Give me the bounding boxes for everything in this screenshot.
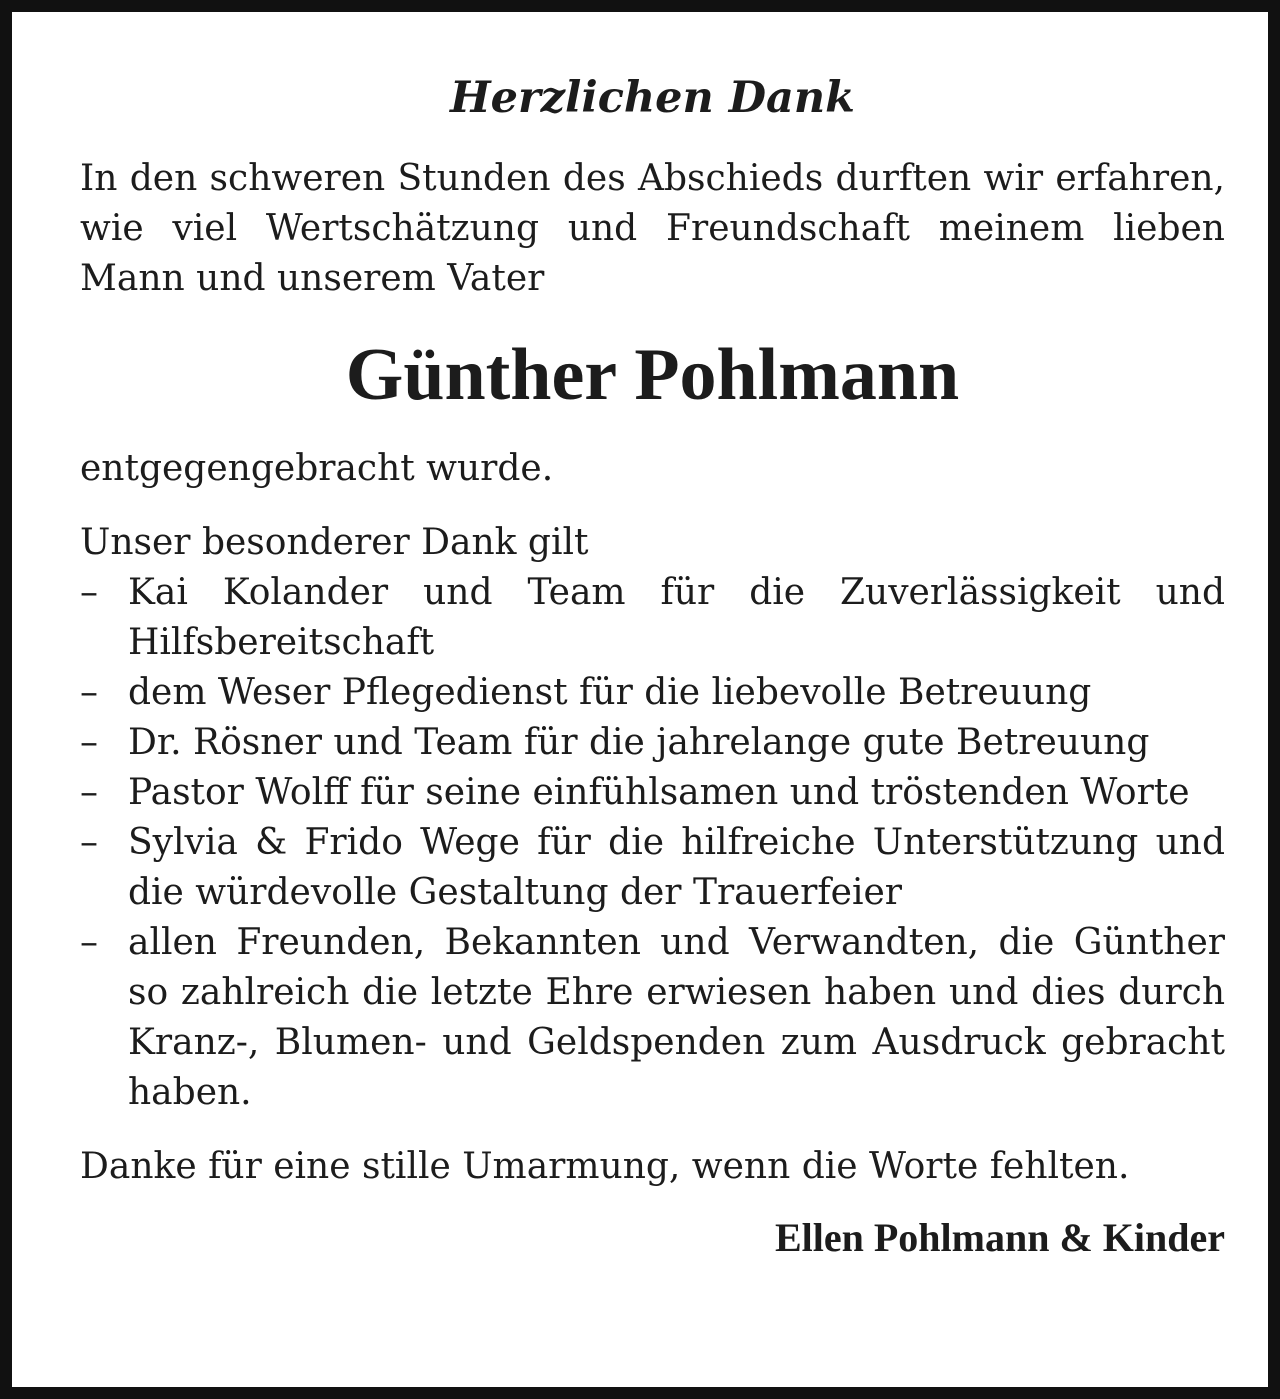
dash-bullet: –	[80, 922, 98, 963]
list-item-text: Kai Kolander und Team für die Zuverlässigkeit und Hilfsbereitschaft	[128, 572, 1225, 663]
notice-heading: Herzlichen Dank	[450, 73, 855, 123]
list-item-text: Sylvia & Frido Wege für die hilfreiche Unterstützung und die würdevolle Gestaltung der Trauerfeier	[128, 822, 1225, 913]
list-item-text: allen Freunden, Bekannten und Verwandten, die Günther so zahlreich die letzte Ehre erwiesen haben und dies durch Kranz-, Blumen- und Geldspenden zum Ausdruck gebracht haben.	[128, 922, 1225, 1113]
after-name-text: entgegengebracht wurde.	[80, 448, 554, 489]
list-item-text: Pastor Wolff für seine einfühlsamen und tröstenden Worte	[128, 772, 1190, 813]
thanks-list	[80, 568, 1225, 1118]
dash-bullet: –	[80, 672, 98, 713]
dash-bullet: –	[80, 572, 98, 613]
list-item	[80, 718, 1225, 768]
list-item	[80, 768, 1225, 818]
deceased-name: Günther Pohlmann	[345, 334, 960, 416]
closing-line: Danke für eine stille Umarmung, wenn die Worte fehlten.	[80, 1146, 1130, 1187]
notice-content	[80, 70, 1225, 1264]
list-item-text: dem Weser Pflegedienst für die liebevolle Betreuung	[128, 672, 1092, 713]
list-item	[80, 918, 1225, 1118]
dash-bullet: –	[80, 822, 98, 863]
list-item	[80, 568, 1225, 668]
list-item	[80, 668, 1225, 718]
list-item	[80, 818, 1225, 918]
list-item-text: Dr. Rösner und Team für die jahrelange gute Betreuung	[128, 722, 1150, 763]
dash-bullet: –	[80, 772, 98, 813]
dash-bullet: –	[80, 722, 98, 763]
intro-paragraph: In den schweren Stunden des Abschieds durften wir erfahren, wie viel Wertschätzung und Freundschaft meinem lieben Mann und unserem Vater	[80, 158, 1225, 299]
thanks-intro: Unser besonderer Dank gilt	[80, 522, 589, 563]
signature: Ellen Pohlmann & Kinder	[774, 1215, 1225, 1260]
